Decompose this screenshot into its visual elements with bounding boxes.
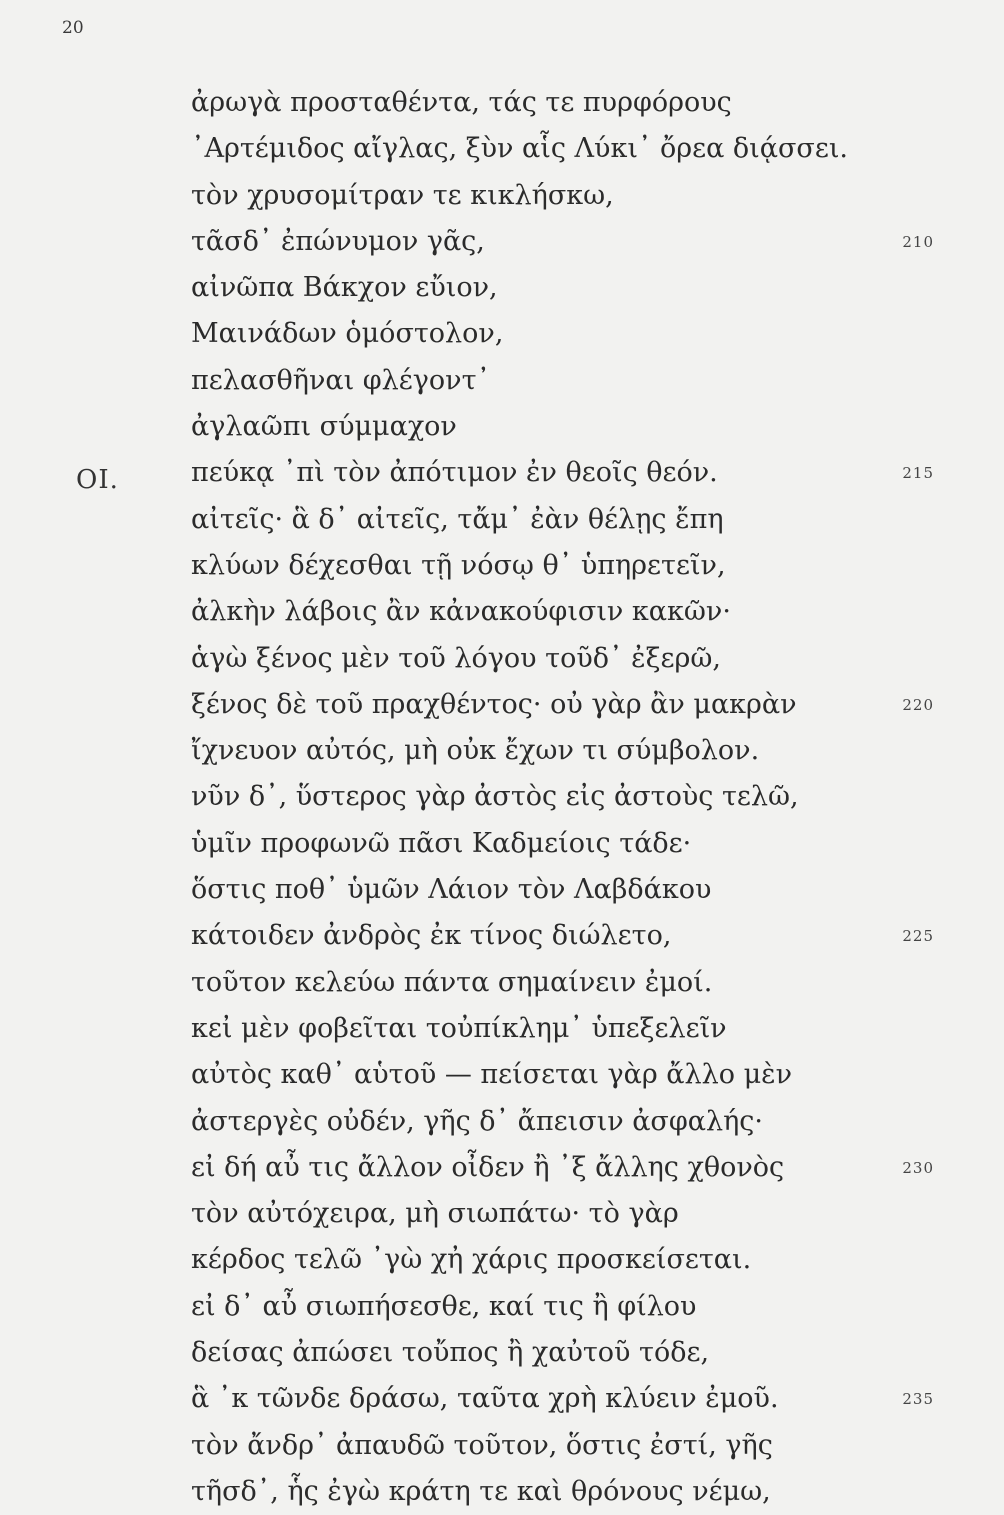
verse-text: ἀγλαῶπι σύμμαχον (191, 411, 457, 443)
verse-line (0, 450, 1004, 496)
line-number: 215 (902, 464, 934, 483)
verse-text: Μαινάδων ὁμόστολον, (191, 318, 504, 350)
verse-line (0, 80, 1004, 126)
verse-text: ᾿Αρτέμιδος αἴγλας, ξὺν αἷς Λύκι᾽ ὄρεα διᾴσσει. (191, 133, 849, 165)
verse-line (0, 1376, 1004, 1422)
verse-line (0, 1191, 1004, 1237)
verse-line (0, 682, 1004, 728)
verse-line (0, 1052, 1004, 1098)
verse-line (0, 358, 1004, 404)
verse-line (0, 867, 1004, 913)
verse-line (0, 913, 1004, 959)
line-number: 210 (902, 232, 934, 251)
verse-text: τὸν ἄνδρ᾽ ἀπαυδῶ τοῦτον, ὅστις ἐστί, γῆς (191, 1429, 773, 1461)
verse-text: τὸν αὐτόχειρα, μὴ σιωπάτω· τὸ γὰρ (191, 1198, 679, 1230)
speaker-label: OI. (76, 465, 119, 495)
verse-line (0, 774, 1004, 820)
verse-line (0, 1284, 1004, 1330)
verse-text: ἀλκὴν λάβοις ἂν κἀνακούφισιν κακῶν· (191, 596, 731, 628)
verse-text: ἁγὼ ξένος μὲν τοῦ λόγου τοῦδ᾽ ἐξερῶ, (191, 642, 721, 674)
verse-text: κάτοιδεν ἀνδρὸς ἐκ τίνος διώλετο, (191, 920, 672, 952)
verse-text: δείσας ἀπώσει τοὔπος ἢ χαὐτοῦ τόδε, (191, 1337, 710, 1369)
verse-line (0, 497, 1004, 543)
line-number: 220 (902, 695, 934, 714)
verse-line (0, 1237, 1004, 1283)
verse-text: νῦν δ᾽, ὕστερος γὰρ ἀστὸς εἰς ἀστοὺς τελῶ, (191, 781, 799, 813)
verse-text: τᾶσδ᾽ ἐπώνυμον γᾶς, (191, 225, 485, 257)
verse-line (0, 960, 1004, 1006)
verse-text: κλύων δέχεσθαι τῇ νόσῳ θ᾽ ὑπηρετεῖν, (191, 549, 726, 581)
verse-text: ὑμῖν προφωνῶ πᾶσι Καδμείοις τάδε· (191, 827, 692, 859)
verse-text: κέρδος τελῶ ᾽γὼ χἠ χάρις προσκείσεται. (191, 1244, 752, 1276)
verse-text: ἀστεργὲς οὐδέν, γῆς δ᾽ ἄπεισιν ἀσφαλής· (191, 1105, 763, 1137)
verse-text: πελασθῆναι φλέγοντ᾽ (191, 364, 491, 396)
verse-text: αἰτεῖς· ἃ δ᾽ αἰτεῖς, τἄμ᾽ ἐὰν θέλῃς ἔπη (191, 503, 724, 535)
verse-text: τὸν χρυσομίτραν τε κικλήσκω, (191, 179, 614, 211)
verse-text: τῆσδ᾽, ἧς ἐγὼ κράτη τε καὶ θρόνους νέμω, (191, 1475, 771, 1507)
verse-block (0, 80, 1004, 1515)
verse-line (0, 265, 1004, 311)
verse-line (0, 1145, 1004, 1191)
verse-line (0, 821, 1004, 867)
verse-text: ὅστις ποθ᾽ ὑμῶν Λάιον τὸν Λαβδάκου (191, 874, 712, 906)
verse-line (0, 1469, 1004, 1515)
verse-line (0, 404, 1004, 450)
verse-text: εἰ δή αὖ τις ἄλλον οἶδεν ἢ ᾽ξ ἄλλης χθονὸς (191, 1151, 785, 1183)
verse-text: ἃ ᾽κ τῶνδε δράσω, ταῦτα χρὴ κλύειν ἐμοῦ. (191, 1383, 779, 1415)
verse-line (0, 1006, 1004, 1052)
verse-line (0, 219, 1004, 265)
verse-text: πεύκᾳ ᾽πὶ τὸν ἀπότιμον ἐν θεοῖς θεόν. (191, 457, 718, 489)
verse-line (0, 1099, 1004, 1145)
verse-line (0, 728, 1004, 774)
line-number: 235 (902, 1390, 934, 1409)
verse-text: αἰνῶπα Βάκχον εὔιον, (191, 272, 498, 304)
verse-text: τοῦτον κελεύω πάντα σημαίνειν ἐμοί. (191, 966, 713, 998)
page-number: 20 (62, 18, 84, 38)
verse-text: ἀρωγὰ προσταθέντα, τάς τε πυρφόρους (191, 87, 732, 118)
verse-line (0, 543, 1004, 589)
verse-text: εἰ δ᾽ αὖ σιωπήσεσθε, καί τις ἢ φίλου (191, 1290, 697, 1322)
verse-line (0, 311, 1004, 357)
verse-text: ξένος δὲ τοῦ πραχθέντος· οὐ γὰρ ἂν μακρὰν (191, 688, 797, 720)
verse-line (0, 126, 1004, 172)
verse-text: αὐτὸς καθ᾽ αὑτοῦ — πείσεται γὰρ ἄλλο μὲν (191, 1059, 793, 1091)
verse-text: κεἰ μὲν φοβεῖται τοὐπίκλημ᾽ ὑπεξελεῖν (191, 1012, 727, 1044)
line-number: 225 (902, 927, 934, 946)
verse-line (0, 1423, 1004, 1469)
verse-line (0, 173, 1004, 219)
verse-line (0, 589, 1004, 635)
verse-text: ἴχνευον αὐτός, μὴ οὐκ ἔχων τι σύμβολον. (191, 735, 760, 767)
verse-line (0, 1330, 1004, 1376)
verse-line (0, 636, 1004, 682)
line-number: 230 (902, 1158, 934, 1177)
